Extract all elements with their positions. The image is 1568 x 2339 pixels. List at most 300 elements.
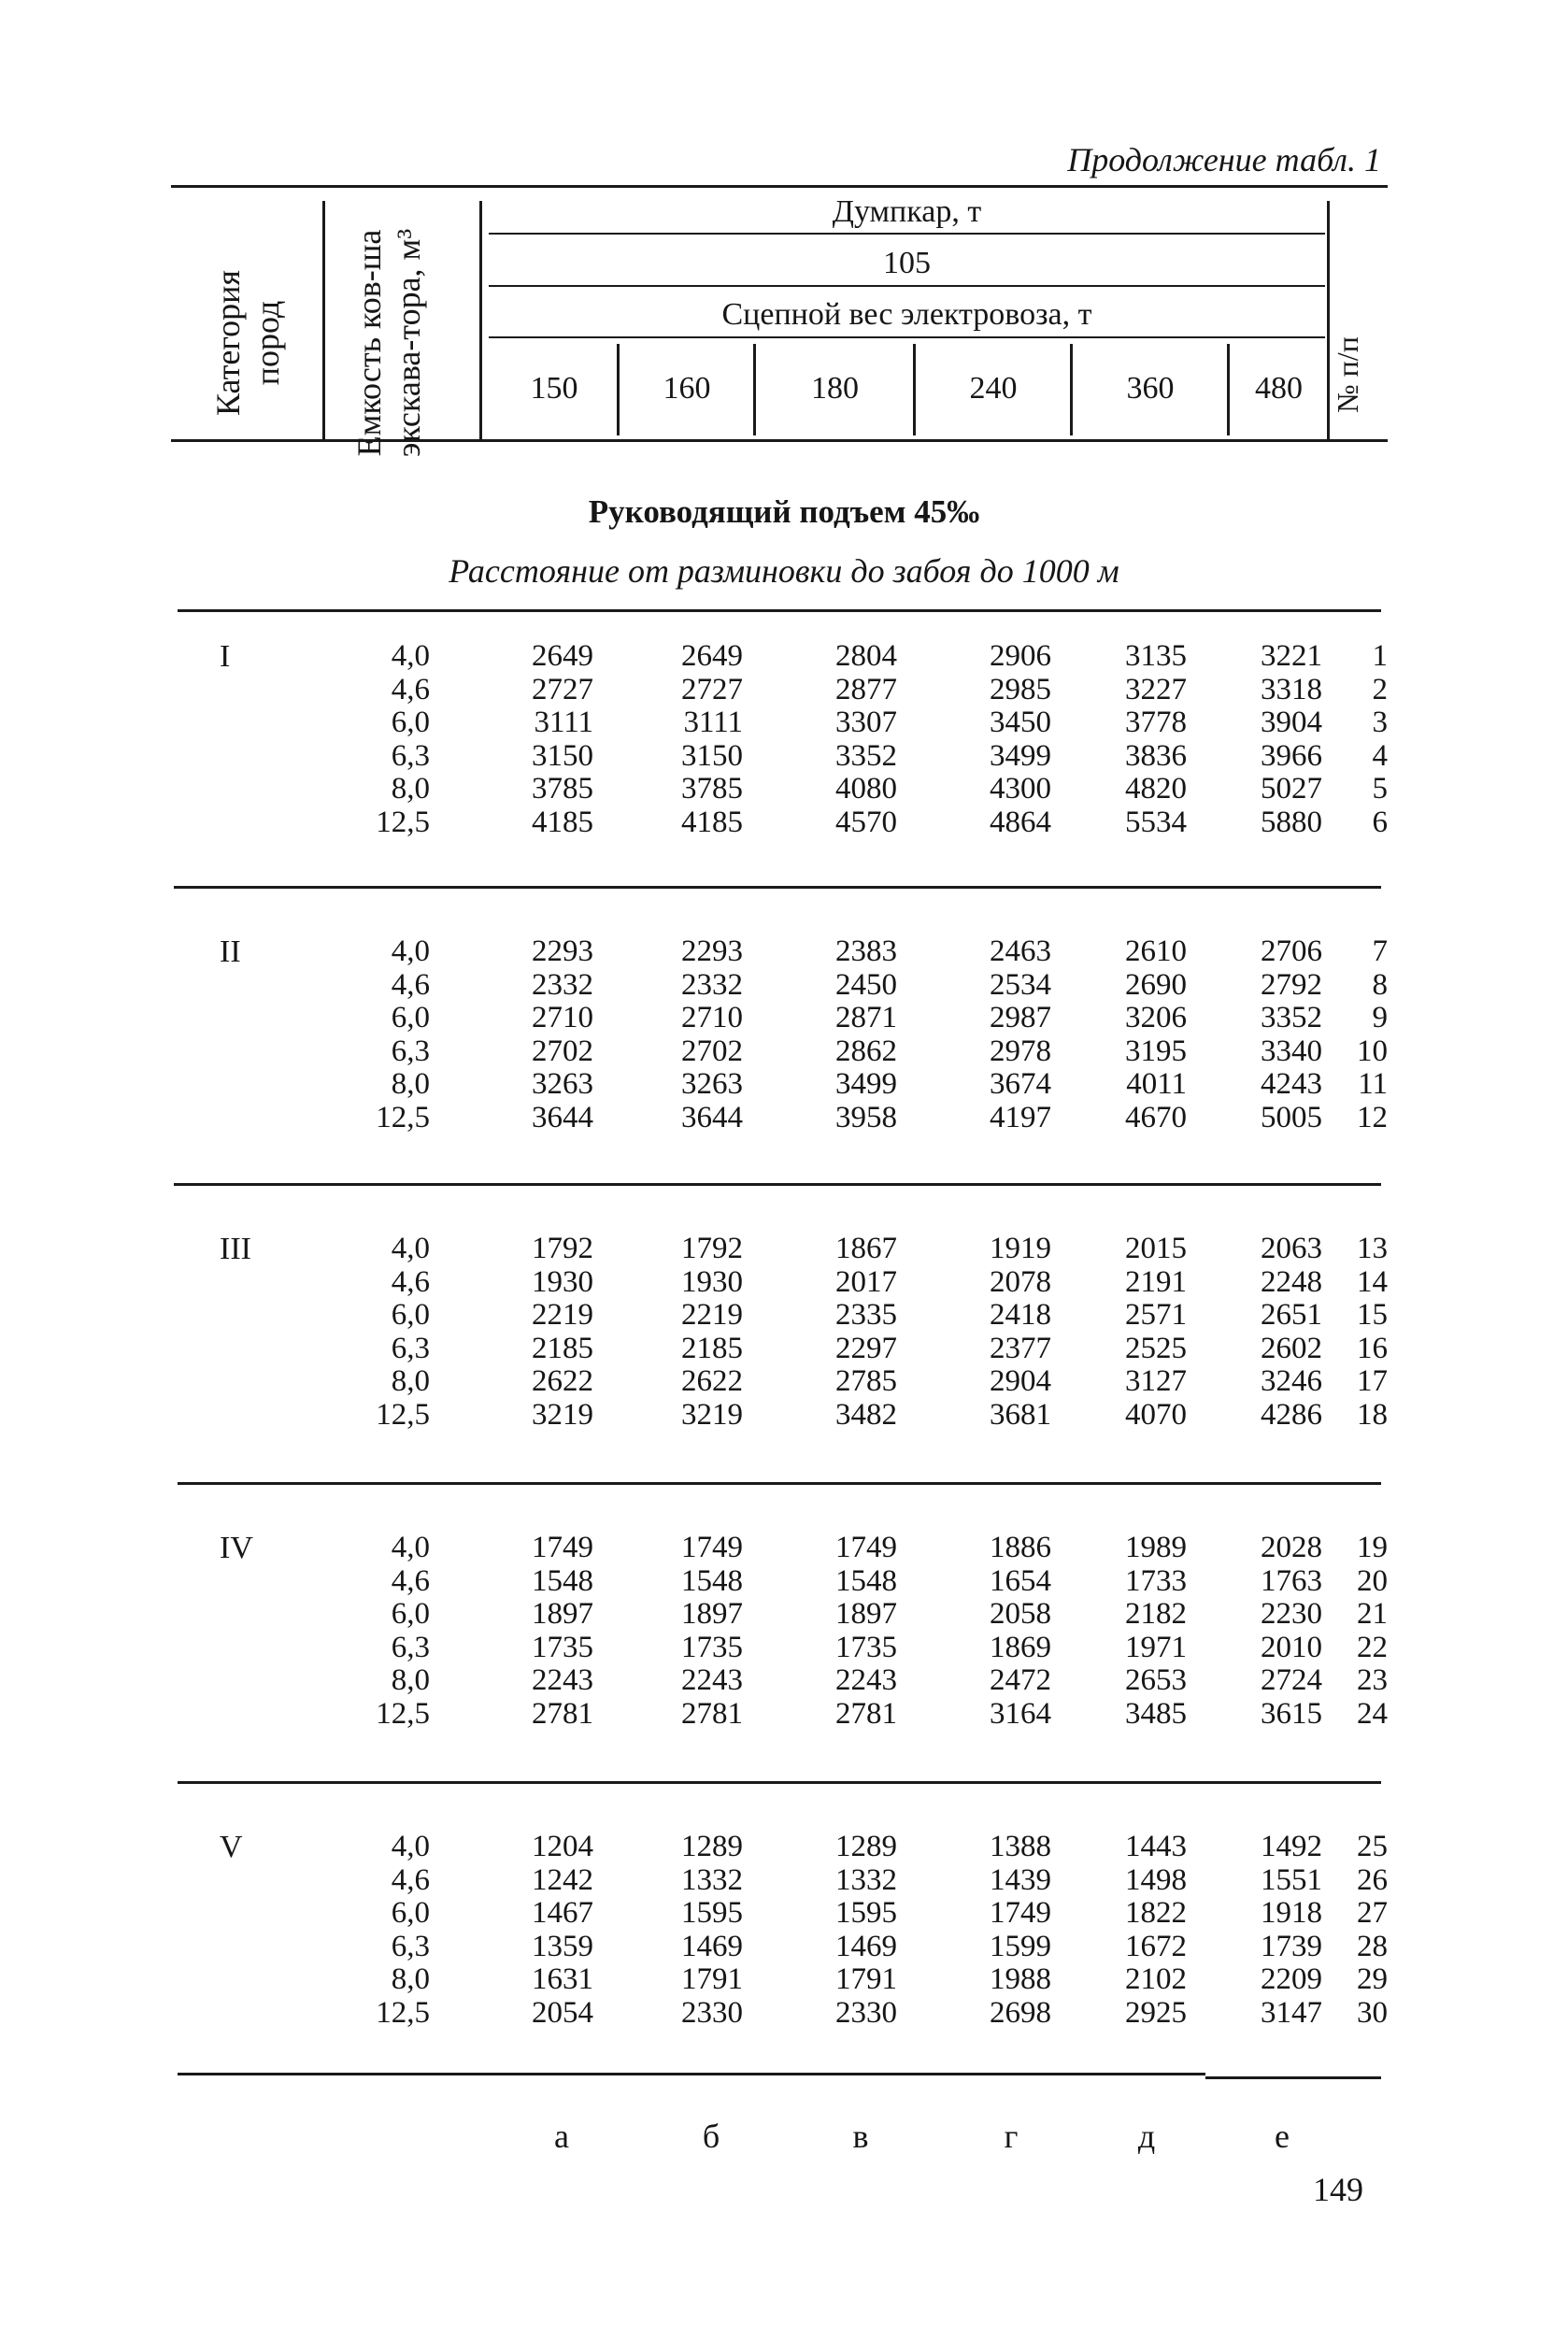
value-a: 2243: [532, 1663, 593, 1697]
value-b: 4185: [681, 806, 743, 839]
value-b: 3111: [683, 706, 743, 739]
bucket-capacity: 12,5: [376, 1996, 430, 2030]
value-g: 4197: [990, 1101, 1051, 1134]
value-g: 1886: [990, 1531, 1051, 1564]
value-b: 1469: [681, 1930, 743, 1963]
value-b: 1791: [681, 1962, 743, 1996]
header-inner-rule: [489, 233, 1325, 235]
value-d: 3836: [1125, 739, 1187, 773]
value-e: 2010: [1261, 1631, 1322, 1664]
value-a: 1242: [532, 1863, 593, 1897]
value-e: 3147: [1261, 1996, 1322, 2030]
row-number: 8: [1372, 968, 1388, 1002]
value-a: 3150: [532, 739, 593, 773]
value-v: 1735: [835, 1631, 897, 1664]
weight-divider: [617, 344, 620, 435]
value-g: 2377: [990, 1332, 1051, 1365]
category-label: I: [220, 639, 231, 674]
row-number: 27: [1357, 1896, 1388, 1930]
value-g: 2463: [990, 934, 1051, 968]
value-g: 3681: [990, 1398, 1051, 1432]
value-e: 2706: [1261, 934, 1322, 968]
value-g: 1988: [990, 1962, 1051, 1996]
column-letter: а: [554, 2118, 569, 2155]
table-row: [0, 1597, 1568, 1631]
bucket-capacity: 6,0: [391, 1597, 430, 1631]
value-g: 3674: [990, 1067, 1051, 1101]
weight-240: 240: [969, 371, 1018, 406]
value-v: 2383: [835, 934, 897, 968]
value-v: 1749: [835, 1531, 897, 1564]
value-d: 3127: [1125, 1364, 1187, 1398]
value-b: 2702: [681, 1034, 743, 1068]
table-row: [0, 1631, 1568, 1664]
group-rule: [178, 1781, 1381, 1784]
row-number: 28: [1357, 1930, 1388, 1963]
row-number: 7: [1372, 934, 1388, 968]
table-bottom-rule: [178, 2073, 1205, 2075]
weight-180: 180: [811, 371, 859, 406]
value-g: 2904: [990, 1364, 1051, 1398]
bucket-capacity: 6,0: [391, 706, 430, 739]
value-a: 3644: [532, 1101, 593, 1134]
value-g: 1749: [990, 1896, 1051, 1930]
value-g: 2058: [990, 1597, 1051, 1631]
value-v: 2877: [835, 673, 897, 706]
value-g: 4300: [990, 772, 1051, 806]
value-e: 1739: [1261, 1930, 1322, 1963]
value-g: 2698: [990, 1996, 1051, 2030]
row-number: 26: [1357, 1863, 1388, 1897]
group-rule: [174, 886, 1381, 889]
value-g: 2418: [990, 1298, 1051, 1332]
value-e: 1492: [1261, 1830, 1322, 1863]
value-g: 1654: [990, 1564, 1051, 1598]
value-b: 1930: [681, 1265, 743, 1299]
value-d: 5534: [1125, 806, 1187, 839]
bucket-capacity: 4,6: [391, 1564, 430, 1598]
table-row: [0, 1996, 1568, 2030]
header-top-rule: [171, 185, 1388, 188]
section-subtitle: Расстояние от разминовки до забоя до 1000 м: [449, 552, 1119, 590]
group-rule: [174, 1183, 1381, 1186]
weight-150: 150: [530, 371, 578, 406]
bucket-capacity: 4,6: [391, 673, 430, 706]
value-v: 1469: [835, 1930, 897, 1963]
value-v: 3352: [835, 739, 897, 773]
value-e: 2724: [1261, 1663, 1322, 1697]
value-d: 2015: [1125, 1232, 1187, 1265]
bucket-capacity: 4,0: [391, 1830, 430, 1863]
weight-divider: [1227, 344, 1230, 435]
value-v: 3307: [835, 706, 897, 739]
value-a: 2649: [532, 639, 593, 673]
value-a: 1792: [532, 1232, 593, 1265]
value-v: 2297: [835, 1332, 897, 1365]
row-number: 24: [1357, 1697, 1388, 1731]
table-row: [0, 1564, 1568, 1598]
row-number: 3: [1372, 706, 1388, 739]
value-v: 1791: [835, 1962, 897, 1996]
value-e: 1551: [1261, 1863, 1322, 1897]
value-v: 1332: [835, 1863, 897, 1897]
value-d: 1822: [1125, 1896, 1187, 1930]
row-number: 17: [1357, 1364, 1388, 1398]
value-a: 2710: [532, 1001, 593, 1034]
value-v: 2330: [835, 1996, 897, 2030]
bucket-capacity: 4,0: [391, 639, 430, 673]
table-row: [0, 1863, 1568, 1897]
value-d: 3135: [1125, 639, 1187, 673]
table-row: [0, 1830, 1568, 1863]
value-g: 1869: [990, 1631, 1051, 1664]
header-inner-rule: [489, 336, 1325, 338]
value-d: 2690: [1125, 968, 1187, 1002]
value-a: 2185: [532, 1332, 593, 1365]
value-e: 1918: [1261, 1896, 1322, 1930]
value-g: 1388: [990, 1830, 1051, 1863]
table-row: [0, 706, 1568, 739]
table-row: [0, 1398, 1568, 1432]
category-label: V: [220, 1830, 243, 1864]
bucket-capacity: 12,5: [376, 1101, 430, 1134]
value-d: 4670: [1125, 1101, 1187, 1134]
value-b: 2293: [681, 934, 743, 968]
value-b: 1332: [681, 1863, 743, 1897]
value-b: 3150: [681, 739, 743, 773]
bucket-capacity: 12,5: [376, 1697, 430, 1731]
value-g: 2472: [990, 1663, 1051, 1697]
bucket-capacity: 6,0: [391, 1298, 430, 1332]
value-a: 1930: [532, 1265, 593, 1299]
table-row: [0, 1067, 1568, 1101]
value-a: 2702: [532, 1034, 593, 1068]
column-letter: в: [852, 2118, 869, 2155]
row-number: 9: [1372, 1001, 1388, 1034]
value-b: 1792: [681, 1232, 743, 1265]
value-b: 3263: [681, 1067, 743, 1101]
weight-divider: [753, 344, 756, 435]
value-v: 2450: [835, 968, 897, 1002]
row-number: 19: [1357, 1531, 1388, 1564]
table-row: [0, 1101, 1568, 1134]
value-a: 2727: [532, 673, 593, 706]
table-row: [0, 1001, 1568, 1034]
table-row: [0, 673, 1568, 706]
value-d: 4070: [1125, 1398, 1187, 1432]
table-row: [0, 934, 1568, 968]
bucket-capacity: 6,3: [391, 1034, 430, 1068]
weight-360: 360: [1126, 371, 1175, 406]
value-b: 3644: [681, 1101, 743, 1134]
bucket-capacity: 4,0: [391, 934, 430, 968]
bucket-capacity: 6,0: [391, 1001, 430, 1034]
value-d: 2182: [1125, 1597, 1187, 1631]
bucket-capacity: 12,5: [376, 806, 430, 839]
value-g: 3164: [990, 1697, 1051, 1731]
category-label: III: [220, 1232, 251, 1266]
value-d: 1443: [1125, 1830, 1187, 1863]
value-g: 1439: [990, 1863, 1051, 1897]
value-e: 3246: [1261, 1364, 1322, 1398]
value-g: 4864: [990, 806, 1051, 839]
value-e: 3340: [1261, 1034, 1322, 1068]
table-bottom-rule: [1205, 2076, 1381, 2079]
value-e: 3352: [1261, 1001, 1322, 1034]
value-e: 5027: [1261, 772, 1322, 806]
value-a: 3263: [532, 1067, 593, 1101]
value-e: 4243: [1261, 1067, 1322, 1101]
value-e: 2602: [1261, 1332, 1322, 1365]
row-number: 2: [1372, 673, 1388, 706]
row-number: 29: [1357, 1962, 1388, 1996]
value-d: 3778: [1125, 706, 1187, 739]
value-d: 4011: [1126, 1067, 1187, 1101]
value-a: 2293: [532, 934, 593, 968]
row-number: 20: [1357, 1564, 1388, 1598]
value-a: 4185: [532, 806, 593, 839]
value-a: 1359: [532, 1930, 593, 1963]
value-a: 1548: [532, 1564, 593, 1598]
value-g: 2534: [990, 968, 1051, 1002]
bucket-capacity: 4,0: [391, 1232, 430, 1265]
table-row: [0, 639, 1568, 673]
value-g: 3499: [990, 739, 1051, 773]
row-number: 10: [1357, 1034, 1388, 1068]
value-b: 2243: [681, 1663, 743, 1697]
value-b: 1735: [681, 1631, 743, 1664]
value-d: 2610: [1125, 934, 1187, 968]
bucket-capacity: 8,0: [391, 772, 430, 806]
value-b: 3219: [681, 1398, 743, 1432]
bucket-capacity: 4,6: [391, 1265, 430, 1299]
bucket-capacity: 4,6: [391, 968, 430, 1002]
value-a: 1897: [532, 1597, 593, 1631]
column-letter: б: [702, 2118, 720, 2155]
bucket-capacity: 4,6: [391, 1863, 430, 1897]
table-row: [0, 1930, 1568, 1963]
value-v: 1897: [835, 1597, 897, 1631]
group-rule: [178, 609, 1381, 612]
value-v: 2243: [835, 1663, 897, 1697]
value-d: 1733: [1125, 1564, 1187, 1598]
bucket-capacity: 6,3: [391, 1930, 430, 1963]
value-d: 4820: [1125, 772, 1187, 806]
value-v: 3958: [835, 1101, 897, 1134]
row-number: 12: [1357, 1101, 1388, 1134]
bucket-capacity: 6,0: [391, 1896, 430, 1930]
value-a: 2622: [532, 1364, 593, 1398]
weight-divider: [913, 344, 916, 435]
row-number: 25: [1357, 1830, 1388, 1863]
value-e: 2063: [1261, 1232, 1322, 1265]
row-number: 16: [1357, 1332, 1388, 1365]
bucket-capacity: 6,3: [391, 1631, 430, 1664]
column-letter: д: [1137, 2118, 1156, 2155]
value-e: 2028: [1261, 1531, 1322, 1564]
table-row: [0, 1265, 1568, 1299]
value-e: 2230: [1261, 1597, 1322, 1631]
value-d: 2653: [1125, 1663, 1187, 1697]
value-d: 1498: [1125, 1863, 1187, 1897]
value-e: 3966: [1261, 739, 1322, 773]
page-number: 149: [1313, 2171, 1363, 2208]
value-e: 3615: [1261, 1697, 1322, 1731]
group-rule: [178, 1482, 1381, 1485]
row-number: 22: [1357, 1631, 1388, 1664]
value-v: 3482: [835, 1398, 897, 1432]
value-a: 3219: [532, 1398, 593, 1432]
value-v: 2017: [835, 1265, 897, 1299]
dumpcar-value: 105: [883, 246, 931, 280]
value-e: 3318: [1261, 673, 1322, 706]
weight-divider: [1070, 344, 1073, 435]
value-b: 2710: [681, 1001, 743, 1034]
value-d: 2525: [1125, 1332, 1187, 1365]
column-letter: г: [1004, 2118, 1019, 2155]
value-g: 3450: [990, 706, 1051, 739]
value-a: 1631: [532, 1962, 593, 1996]
bucket-capacity: 12,5: [376, 1398, 430, 1432]
value-b: 1289: [681, 1830, 743, 1863]
value-d: 2102: [1125, 1962, 1187, 1996]
value-a: 1467: [532, 1896, 593, 1930]
table-row: [0, 1332, 1568, 1365]
value-v: 1548: [835, 1564, 897, 1598]
value-g: 2985: [990, 673, 1051, 706]
value-b: 2727: [681, 673, 743, 706]
value-v: 4570: [835, 806, 897, 839]
bucket-capacity: 6,3: [391, 1332, 430, 1365]
value-v: 2785: [835, 1364, 897, 1398]
value-b: 1595: [681, 1896, 743, 1930]
value-v: 1595: [835, 1896, 897, 1930]
category-label: II: [220, 934, 241, 969]
table-row: [0, 772, 1568, 806]
value-v: 3499: [835, 1067, 897, 1101]
bucket-capacity: 8,0: [391, 1663, 430, 1697]
capacity-header: Емкость ков-ша экскава-тора, м³: [350, 228, 427, 458]
value-e: 2248: [1261, 1265, 1322, 1299]
header-inner-rule: [489, 285, 1325, 287]
section-title: Руководящий подъем 45‰: [588, 493, 980, 530]
value-e: 1763: [1261, 1564, 1322, 1598]
value-a: 2781: [532, 1697, 593, 1731]
value-a: 1204: [532, 1830, 593, 1863]
table-row: [0, 1364, 1568, 1398]
value-b: 2622: [681, 1364, 743, 1398]
row-number: 1: [1372, 639, 1388, 673]
value-e: 5005: [1261, 1101, 1322, 1134]
category-label: IV: [220, 1531, 253, 1565]
value-d: 3485: [1125, 1697, 1187, 1731]
table-row: [0, 1232, 1568, 1265]
row-number: 14: [1357, 1265, 1388, 1299]
table-row: [0, 1697, 1568, 1731]
continuation-caption: Продолжение табл. 1: [1067, 141, 1381, 178]
value-b: 2649: [681, 639, 743, 673]
value-d: 3195: [1125, 1034, 1187, 1068]
value-a: 2054: [532, 1996, 593, 2030]
header-divider: [479, 201, 482, 439]
value-g: 1599: [990, 1930, 1051, 1963]
value-v: 2781: [835, 1697, 897, 1731]
value-d: 1971: [1125, 1631, 1187, 1664]
weight-160: 160: [663, 371, 711, 406]
value-d: 2571: [1125, 1298, 1187, 1332]
bucket-capacity: 8,0: [391, 1067, 430, 1101]
value-g: 1919: [990, 1232, 1051, 1265]
value-b: 1749: [681, 1531, 743, 1564]
row-number: 21: [1357, 1597, 1388, 1631]
value-v: 2871: [835, 1001, 897, 1034]
value-b: 2219: [681, 1298, 743, 1332]
value-d: 2191: [1125, 1265, 1187, 1299]
table-row: [0, 1531, 1568, 1564]
table-row: [0, 739, 1568, 773]
value-g: 2906: [990, 639, 1051, 673]
value-g: 2978: [990, 1034, 1051, 1068]
row-number: 6: [1372, 806, 1388, 839]
value-b: 2781: [681, 1697, 743, 1731]
value-d: 3227: [1125, 673, 1187, 706]
value-g: 2078: [990, 1265, 1051, 1299]
value-a: 1735: [532, 1631, 593, 1664]
value-g: 2987: [990, 1001, 1051, 1034]
value-e: 2209: [1261, 1962, 1322, 1996]
value-e: 2792: [1261, 968, 1322, 1002]
header-divider: [322, 201, 325, 439]
value-v: 4080: [835, 772, 897, 806]
value-a: 2219: [532, 1298, 593, 1332]
value-a: 3111: [534, 706, 593, 739]
dumpcar-label: Думпкар, т: [832, 194, 982, 229]
value-e: 3221: [1261, 639, 1322, 673]
bucket-capacity: 6,3: [391, 739, 430, 773]
table-row: [0, 806, 1568, 839]
value-e: 2651: [1261, 1298, 1322, 1332]
value-a: 1749: [532, 1531, 593, 1564]
bucket-capacity: 8,0: [391, 1364, 430, 1398]
row-number: 5: [1372, 772, 1388, 806]
table-row: [0, 1034, 1568, 1068]
row-number: 15: [1357, 1298, 1388, 1332]
value-b: 1548: [681, 1564, 743, 1598]
value-d: 1989: [1125, 1531, 1187, 1564]
value-b: 1897: [681, 1597, 743, 1631]
row-number: 11: [1358, 1067, 1388, 1101]
value-d: 3206: [1125, 1001, 1187, 1034]
table-row: [0, 968, 1568, 1002]
value-a: 2332: [532, 968, 593, 1002]
row-number-header: № п/п: [1331, 336, 1364, 413]
value-a: 3785: [532, 772, 593, 806]
value-e: 4286: [1261, 1398, 1322, 1432]
column-letter: е: [1275, 2118, 1290, 2155]
value-e: 5880: [1261, 806, 1322, 839]
table-row: [0, 1663, 1568, 1697]
value-v: 2335: [835, 1298, 897, 1332]
adhesion-weight-label: Сцепной вес электровоза, т: [721, 297, 1092, 332]
weight-480: 480: [1255, 371, 1303, 406]
value-b: 2332: [681, 968, 743, 1002]
row-number: 18: [1357, 1398, 1388, 1432]
bucket-capacity: 8,0: [391, 1962, 430, 1996]
bucket-capacity: 4,0: [391, 1531, 430, 1564]
table-row: [0, 1896, 1568, 1930]
value-b: 2330: [681, 1996, 743, 2030]
table-row: [0, 1298, 1568, 1332]
